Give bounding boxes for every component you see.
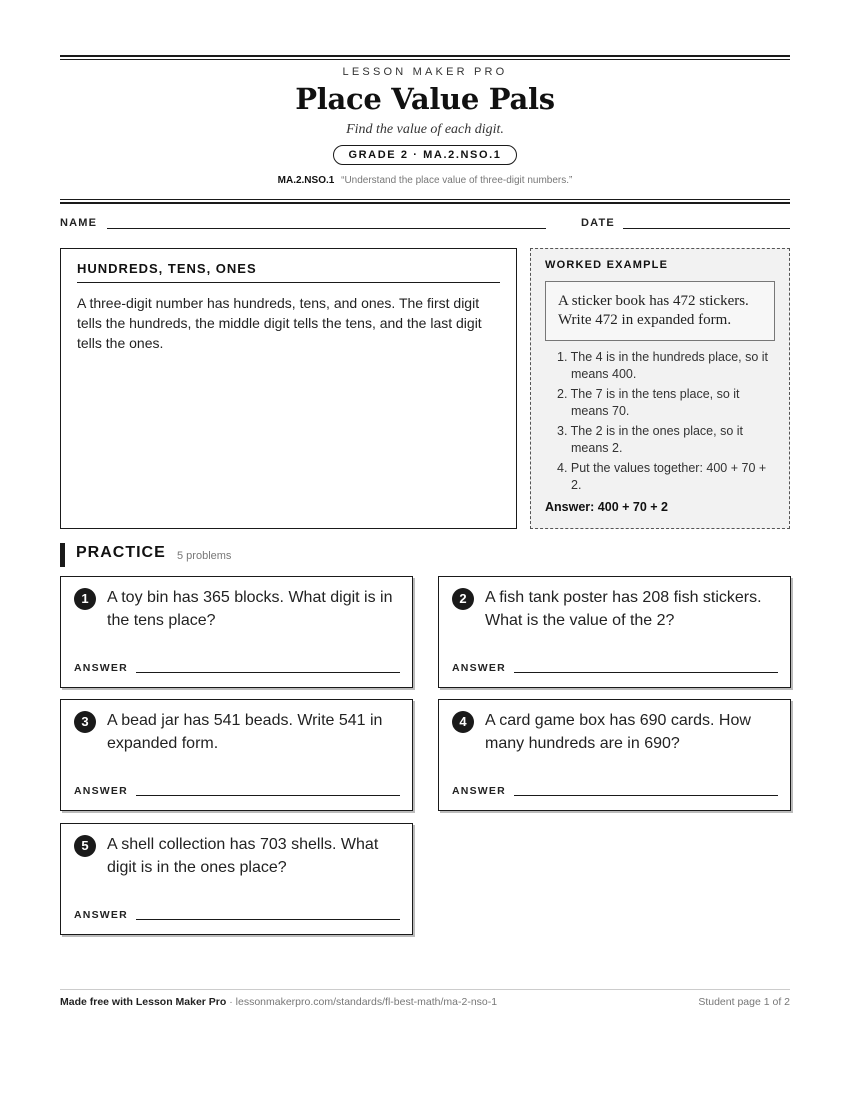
footer-separator: · bbox=[226, 996, 236, 1008]
standard-text: “Understand the place value of three-digit numbers.” bbox=[341, 175, 573, 186]
footer-page-info: Student page 1 of 2 bbox=[698, 996, 790, 1008]
problem-card-4 bbox=[438, 699, 791, 811]
grade-badge: GRADE 2 · MA.2.NSO.1 bbox=[333, 145, 516, 165]
answer-label: ANSWER bbox=[74, 909, 128, 921]
problem-text: A fish tank poster has 208 fish stickers. What is the value of the 2? bbox=[485, 589, 762, 629]
concept-box bbox=[60, 248, 517, 529]
worked-step: 3. The 2 is in the ones place, so it means 2. bbox=[557, 424, 743, 455]
answer-field[interactable] bbox=[136, 672, 400, 673]
worked-example-steps bbox=[545, 349, 775, 494]
grade-pill-wrap bbox=[60, 145, 790, 165]
problem-card-2 bbox=[438, 576, 791, 688]
footer-made-with: Made free with Lesson Maker Pro bbox=[60, 996, 227, 1008]
answer-label: ANSWER bbox=[74, 662, 128, 674]
header-rule-thin bbox=[60, 199, 790, 200]
worked-step: 2. The 7 is in the tens place, so it means 70. bbox=[557, 387, 740, 418]
problem-card-3 bbox=[60, 699, 413, 811]
problem-number-badge: 5 bbox=[74, 835, 96, 857]
problem-text: A shell collection has 703 shells. What digit is in the ones place? bbox=[107, 836, 379, 876]
date-field[interactable] bbox=[623, 228, 790, 229]
answer-label: ANSWER bbox=[452, 785, 506, 797]
problem-number-badge: 3 bbox=[74, 711, 96, 733]
date-label: DATE bbox=[581, 217, 615, 229]
problem-number-badge: 4 bbox=[452, 711, 474, 733]
concept-title: HUNDREDS, TENS, ONES bbox=[77, 261, 500, 283]
worked-example-problem: A sticker book has 472 stickers. Write 472 in expanded form. bbox=[545, 281, 775, 341]
problem-text: A toy bin has 365 blocks. What digit is in the tens place? bbox=[107, 589, 393, 629]
problem-card-5 bbox=[60, 823, 413, 935]
worked-example-title: WORKED EXAMPLE bbox=[545, 259, 669, 271]
answer-field[interactable] bbox=[136, 919, 400, 920]
worked-example-answer: Answer: 400 + 70 + 2 bbox=[545, 500, 668, 514]
concept-body: A three-digit number has hundreds, tens, and ones. The first digit tells the hundreds, the middle digit tells the tens, and the last digit tells the ones. bbox=[77, 295, 482, 351]
problem-number-badge: 1 bbox=[74, 588, 96, 610]
name-label: NAME bbox=[60, 217, 98, 229]
standard-code: MA.2.NSO.1 bbox=[277, 175, 335, 186]
answer-label: ANSWER bbox=[452, 662, 506, 674]
brand-name: LESSON MAKER PRO bbox=[342, 66, 508, 78]
problem-text: A bead jar has 541 beads. Write 541 in expanded form. bbox=[107, 712, 383, 752]
problem-text: A card game box has 690 cards. How many hundreds are in 690? bbox=[485, 712, 751, 752]
footer-credit bbox=[60, 996, 497, 1008]
answer-field[interactable] bbox=[136, 795, 400, 796]
practice-count: 5 problems bbox=[177, 550, 232, 562]
worked-step: 1. The 4 is in the hundreds place, so it means 400. bbox=[557, 350, 769, 381]
worksheet-page bbox=[60, 0, 790, 1100]
top-rule-thin bbox=[60, 59, 790, 60]
footer-rule bbox=[60, 989, 790, 990]
problem-number-badge: 2 bbox=[452, 588, 474, 610]
answer-label: ANSWER bbox=[74, 785, 128, 797]
page-title: Place Value Pals bbox=[295, 82, 555, 116]
worked-step: 4. Put the values together: 400 + 70 + 2. bbox=[557, 461, 767, 492]
standard-line bbox=[60, 175, 790, 186]
practice-title: PRACTICE bbox=[76, 544, 166, 561]
page-subtitle: Find the value of each digit. bbox=[346, 122, 504, 137]
name-field[interactable] bbox=[107, 228, 546, 229]
header-rule bbox=[60, 202, 790, 204]
practice-accent-bar bbox=[60, 543, 65, 567]
answer-field[interactable] bbox=[514, 672, 778, 673]
problem-card-1 bbox=[60, 576, 413, 688]
footer-url[interactable]: lessonmakerpro.com/standards/fl-best-math/ma-2-nso-1 bbox=[235, 996, 498, 1008]
top-rule bbox=[60, 55, 790, 57]
worked-example-box bbox=[530, 248, 790, 529]
answer-field[interactable] bbox=[514, 795, 778, 796]
